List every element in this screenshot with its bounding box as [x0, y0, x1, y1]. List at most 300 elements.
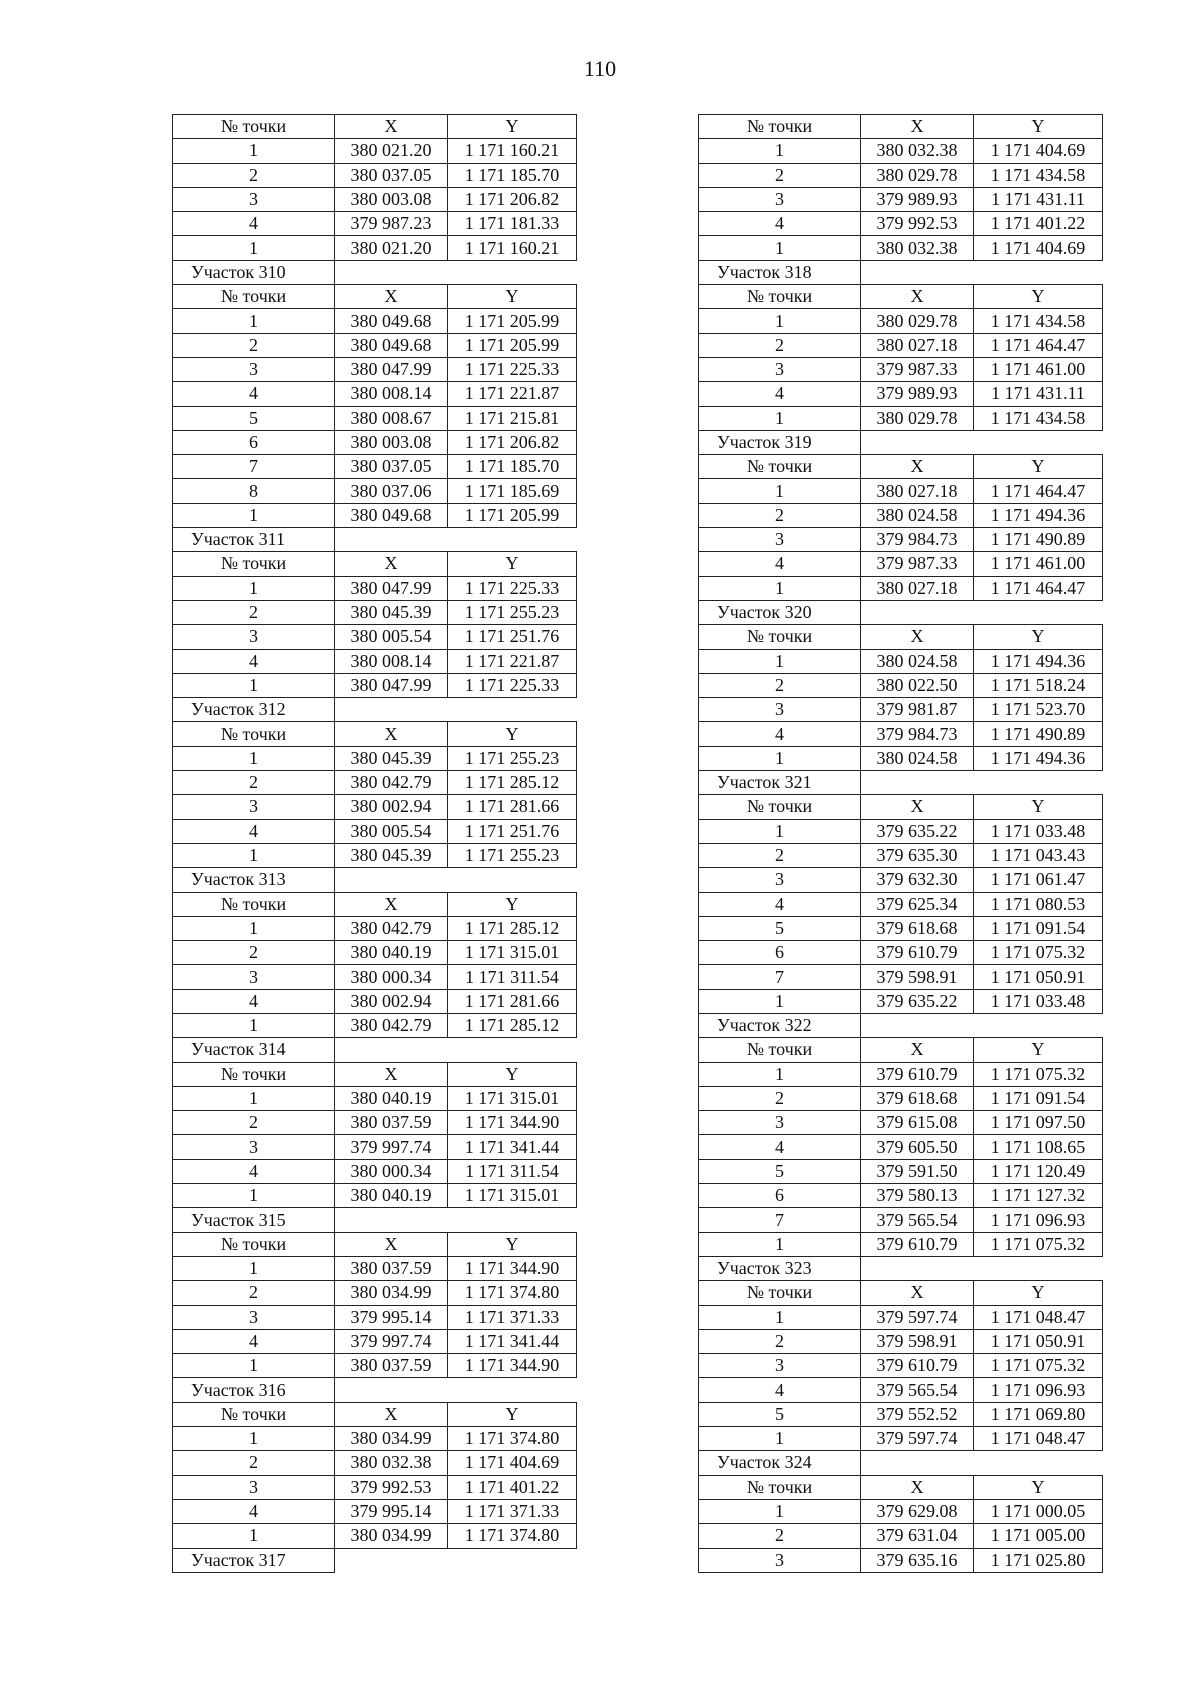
table-row	[173, 843, 577, 867]
y-value: 1 171 315.01	[448, 1184, 577, 1208]
y-value: 1 171 341.44	[448, 1135, 577, 1159]
y-value: 1 171 075.32	[974, 1062, 1103, 1086]
header-row	[173, 1232, 577, 1256]
section-title: Участок 324	[699, 1451, 861, 1475]
x-value: 380 008.14	[335, 382, 448, 406]
x-value: 380 029.78	[861, 163, 974, 187]
section-title: Участок 318	[699, 260, 861, 284]
x-value: 380 021.20	[335, 139, 448, 163]
table-row	[699, 212, 1103, 236]
point-number: 1	[699, 1427, 861, 1451]
header-y: Y	[974, 1281, 1103, 1305]
point-number: 4	[173, 989, 335, 1013]
header-point: № точки	[699, 1038, 861, 1062]
x-value: 380 034.99	[335, 1281, 448, 1305]
section-title: Участок 312	[173, 698, 335, 722]
header-y: Y	[974, 1038, 1103, 1062]
x-value: 380 045.39	[335, 600, 448, 624]
x-value: 380 027.18	[861, 333, 974, 357]
point-number: 1	[173, 1427, 335, 1451]
section-title: Участок 310	[173, 260, 335, 284]
y-value: 1 171 221.87	[448, 382, 577, 406]
x-value: 379 597.74	[861, 1427, 974, 1451]
section-title: Участок 319	[699, 430, 861, 454]
point-number: 2	[173, 333, 335, 357]
x-value: 380 037.59	[335, 1256, 448, 1280]
y-value: 1 171 127.32	[974, 1184, 1103, 1208]
x-value: 380 042.79	[335, 771, 448, 795]
x-value: 380 045.39	[335, 746, 448, 770]
table-row	[173, 1475, 577, 1499]
x-value: 380 008.14	[335, 649, 448, 673]
header-point: № точки	[699, 795, 861, 819]
header-y: Y	[974, 795, 1103, 819]
table-row	[173, 187, 577, 211]
header-x: X	[335, 1062, 448, 1086]
table-row	[173, 625, 577, 649]
table-row	[699, 649, 1103, 673]
header-point: № точки	[173, 892, 335, 916]
header-x: X	[335, 552, 448, 576]
point-number: 1	[173, 1524, 335, 1548]
header-x: X	[335, 722, 448, 746]
x-value: 380 003.08	[335, 187, 448, 211]
x-value: 379 565.54	[861, 1208, 974, 1232]
table-row	[699, 139, 1103, 163]
point-number: 7	[173, 455, 335, 479]
point-number: 2	[699, 673, 861, 697]
table-row	[699, 1524, 1103, 1548]
x-value: 380 024.58	[861, 503, 974, 527]
table-row	[699, 941, 1103, 965]
blank-cell	[861, 600, 974, 624]
table-row	[173, 941, 577, 965]
y-value: 1 171 494.36	[974, 746, 1103, 770]
table-row	[173, 212, 577, 236]
y-value: 1 171 374.80	[448, 1281, 577, 1305]
blank-cell	[448, 1208, 577, 1232]
blank-cell	[448, 260, 577, 284]
table-row	[173, 1354, 577, 1378]
page-number: 110	[583, 56, 617, 81]
y-value: 1 171 374.80	[448, 1427, 577, 1451]
x-value: 380 037.05	[335, 455, 448, 479]
x-value: 380 042.79	[335, 1013, 448, 1037]
blank-cell	[335, 1378, 448, 1402]
point-number: 8	[173, 479, 335, 503]
y-value: 1 171 097.50	[974, 1111, 1103, 1135]
y-value: 1 171 281.66	[448, 989, 577, 1013]
section-title-row	[699, 600, 1103, 624]
y-value: 1 171 461.00	[974, 552, 1103, 576]
table-row	[173, 916, 577, 940]
point-number: 5	[173, 406, 335, 430]
x-value: 379 610.79	[861, 1062, 974, 1086]
y-value: 1 171 048.47	[974, 1427, 1103, 1451]
y-value: 1 171 494.36	[974, 649, 1103, 673]
point-number: 6	[699, 1184, 861, 1208]
point-number: 5	[699, 1159, 861, 1183]
blank-cell	[335, 1208, 448, 1232]
right-column	[698, 114, 1103, 1573]
point-number: 2	[173, 771, 335, 795]
y-value: 1 171 205.99	[448, 309, 577, 333]
x-value: 380 008.67	[335, 406, 448, 430]
section-title: Участок 320	[699, 600, 861, 624]
x-value: 379 598.91	[861, 1329, 974, 1353]
point-number: 5	[699, 916, 861, 940]
y-value: 1 171 255.23	[448, 600, 577, 624]
table-row	[173, 1111, 577, 1135]
y-value: 1 171 160.21	[448, 236, 577, 260]
table-row	[699, 382, 1103, 406]
y-value: 1 171 311.54	[448, 965, 577, 989]
x-value: 379 635.22	[861, 819, 974, 843]
header-x: X	[335, 285, 448, 309]
point-number: 3	[699, 528, 861, 552]
x-value: 379 618.68	[861, 1086, 974, 1110]
table-row	[699, 1402, 1103, 1426]
header-y: Y	[448, 892, 577, 916]
y-value: 1 171 315.01	[448, 941, 577, 965]
point-number: 4	[173, 1499, 335, 1523]
table-row	[173, 1159, 577, 1183]
header-y: Y	[448, 285, 577, 309]
point-number: 4	[173, 649, 335, 673]
section-title-row	[699, 771, 1103, 795]
y-value: 1 171 033.48	[974, 819, 1103, 843]
y-value: 1 171 404.69	[448, 1451, 577, 1475]
point-number: 2	[699, 1086, 861, 1110]
x-value: 380 042.79	[335, 916, 448, 940]
table-row	[173, 746, 577, 770]
point-number: 2	[173, 941, 335, 965]
table-row	[699, 1548, 1103, 1572]
header-x: X	[335, 892, 448, 916]
point-number: 1	[699, 576, 861, 600]
table-row	[699, 1232, 1103, 1256]
y-value: 1 171 490.89	[974, 722, 1103, 746]
point-number: 1	[699, 1062, 861, 1086]
table-row	[699, 357, 1103, 381]
y-value: 1 171 025.80	[974, 1548, 1103, 1572]
point-number: 1	[699, 1232, 861, 1256]
y-value: 1 171 315.01	[448, 1086, 577, 1110]
point-number: 4	[699, 1135, 861, 1159]
header-y: Y	[448, 115, 577, 139]
point-number: 3	[699, 1111, 861, 1135]
header-x: X	[861, 795, 974, 819]
x-value: 379 635.22	[861, 989, 974, 1013]
header-row	[699, 285, 1103, 309]
header-x: X	[861, 1475, 974, 1499]
section-title-row	[699, 1451, 1103, 1475]
point-number: 4	[173, 1159, 335, 1183]
y-value: 1 171 285.12	[448, 916, 577, 940]
point-number: 3	[699, 1548, 861, 1572]
table-row	[699, 187, 1103, 211]
point-number: 2	[173, 163, 335, 187]
y-value: 1 171 185.70	[448, 455, 577, 479]
y-value: 1 171 225.33	[448, 673, 577, 697]
table-row	[173, 965, 577, 989]
y-value: 1 171 281.66	[448, 795, 577, 819]
header-x: X	[861, 455, 974, 479]
point-number: 1	[173, 139, 335, 163]
blank-cell	[448, 868, 577, 892]
blank-cell	[974, 430, 1103, 454]
point-number: 4	[699, 382, 861, 406]
blank-cell	[861, 260, 974, 284]
header-x: X	[335, 115, 448, 139]
blank-cell	[335, 1038, 448, 1062]
blank-cell	[335, 868, 448, 892]
y-value: 1 171 050.91	[974, 1329, 1103, 1353]
section-title-row	[173, 868, 577, 892]
header-row	[173, 722, 577, 746]
y-value: 1 171 518.24	[974, 673, 1103, 697]
x-value: 379 625.34	[861, 892, 974, 916]
point-number: 3	[173, 1475, 335, 1499]
header-y: Y	[974, 285, 1103, 309]
table-row	[699, 843, 1103, 867]
table-row	[173, 795, 577, 819]
point-number: 1	[173, 503, 335, 527]
x-value: 379 610.79	[861, 1232, 974, 1256]
y-value: 1 171 434.58	[974, 163, 1103, 187]
table-row	[699, 1086, 1103, 1110]
table-row	[699, 722, 1103, 746]
header-y: Y	[448, 722, 577, 746]
y-value: 1 171 371.33	[448, 1305, 577, 1329]
x-value: 380 047.99	[335, 357, 448, 381]
header-row	[173, 552, 577, 576]
point-number: 4	[699, 552, 861, 576]
point-number: 1	[173, 1354, 335, 1378]
point-number: 2	[699, 1524, 861, 1548]
blank-cell	[861, 1451, 974, 1475]
section-title-row	[699, 1256, 1103, 1280]
point-number: 2	[173, 1281, 335, 1305]
header-point: № точки	[699, 625, 861, 649]
y-value: 1 171 464.47	[974, 333, 1103, 357]
table-row	[699, 1427, 1103, 1451]
x-value: 379 987.33	[861, 552, 974, 576]
blank-cell	[448, 528, 577, 552]
point-number: 3	[699, 868, 861, 892]
x-value: 379 629.08	[861, 1499, 974, 1523]
point-number: 1	[699, 746, 861, 770]
x-value: 380 037.05	[335, 163, 448, 187]
header-y: Y	[448, 552, 577, 576]
header-point: № точки	[173, 1232, 335, 1256]
y-value: 1 171 225.33	[448, 576, 577, 600]
y-value: 1 171 069.80	[974, 1402, 1103, 1426]
table-row	[699, 1354, 1103, 1378]
x-value: 380 002.94	[335, 795, 448, 819]
y-value: 1 171 181.33	[448, 212, 577, 236]
x-value: 380 037.59	[335, 1111, 448, 1135]
x-value: 380 040.19	[335, 941, 448, 965]
blank-cell	[974, 1013, 1103, 1037]
header-y: Y	[448, 1232, 577, 1256]
x-value: 380 002.94	[335, 989, 448, 1013]
table-row	[173, 600, 577, 624]
x-value: 379 635.30	[861, 843, 974, 867]
point-number: 6	[699, 941, 861, 965]
table-row	[699, 503, 1103, 527]
point-number: 3	[699, 187, 861, 211]
y-value: 1 171 096.93	[974, 1208, 1103, 1232]
x-value: 379 987.23	[335, 212, 448, 236]
table-row	[699, 309, 1103, 333]
x-value: 380 037.59	[335, 1354, 448, 1378]
x-value: 379 984.73	[861, 528, 974, 552]
table-row	[173, 649, 577, 673]
header-y: Y	[974, 115, 1103, 139]
x-value: 379 989.93	[861, 382, 974, 406]
x-value: 380 049.68	[335, 309, 448, 333]
x-value: 380 034.99	[335, 1427, 448, 1451]
point-number: 2	[699, 333, 861, 357]
y-value: 1 171 464.47	[974, 479, 1103, 503]
x-value: 380 040.19	[335, 1086, 448, 1110]
table-row	[173, 1013, 577, 1037]
header-x: X	[861, 1281, 974, 1305]
y-value: 1 171 434.58	[974, 309, 1103, 333]
x-value: 379 987.33	[861, 357, 974, 381]
table-row	[173, 576, 577, 600]
table-row	[173, 1281, 577, 1305]
left-column	[172, 114, 577, 1573]
y-value: 1 171 075.32	[974, 941, 1103, 965]
point-number: 7	[699, 965, 861, 989]
y-value: 1 171 075.32	[974, 1354, 1103, 1378]
section-title: Участок 317	[173, 1548, 335, 1572]
point-number: 4	[699, 212, 861, 236]
table-row	[699, 819, 1103, 843]
x-value: 379 992.53	[335, 1475, 448, 1499]
blank-cell	[335, 260, 448, 284]
x-value: 379 997.74	[335, 1329, 448, 1353]
section-title: Участок 311	[173, 528, 335, 552]
y-value: 1 171 461.00	[974, 357, 1103, 381]
x-value: 379 981.87	[861, 698, 974, 722]
point-number: 7	[699, 1208, 861, 1232]
y-value: 1 171 215.81	[448, 406, 577, 430]
x-value: 380 034.99	[335, 1524, 448, 1548]
header-x: X	[335, 1232, 448, 1256]
point-number: 6	[173, 430, 335, 454]
header-row	[173, 892, 577, 916]
point-number: 2	[173, 1451, 335, 1475]
x-value: 379 631.04	[861, 1524, 974, 1548]
x-value: 380 021.20	[335, 236, 448, 260]
x-value: 380 049.68	[335, 333, 448, 357]
point-number: 1	[173, 1086, 335, 1110]
x-value: 380 047.99	[335, 576, 448, 600]
x-value: 380 037.06	[335, 479, 448, 503]
x-value: 380 049.68	[335, 503, 448, 527]
x-value: 380 005.54	[335, 819, 448, 843]
y-value: 1 171 523.70	[974, 698, 1103, 722]
point-number: 1	[699, 989, 861, 1013]
table-row	[173, 382, 577, 406]
point-number: 1	[699, 819, 861, 843]
x-value: 380 027.18	[861, 576, 974, 600]
table-row	[173, 455, 577, 479]
table-row	[173, 989, 577, 1013]
header-row	[699, 795, 1103, 819]
x-value: 379 992.53	[861, 212, 974, 236]
header-x: X	[861, 1038, 974, 1062]
table-row	[699, 333, 1103, 357]
table-row	[173, 1135, 577, 1159]
section-title: Участок 321	[699, 771, 861, 795]
point-number: 2	[173, 1111, 335, 1135]
point-number: 3	[173, 795, 335, 819]
point-number: 1	[699, 139, 861, 163]
y-value: 1 171 404.69	[974, 236, 1103, 260]
section-title: Участок 316	[173, 1378, 335, 1402]
table-row	[173, 1524, 577, 1548]
y-value: 1 171 120.49	[974, 1159, 1103, 1183]
y-value: 1 171 341.44	[448, 1329, 577, 1353]
table-row	[173, 673, 577, 697]
y-value: 1 171 005.00	[974, 1524, 1103, 1548]
section-title: Участок 323	[699, 1256, 861, 1280]
header-y: Y	[974, 1475, 1103, 1499]
header-point: № точки	[699, 455, 861, 479]
point-number: 3	[699, 698, 861, 722]
y-value: 1 171 494.36	[974, 503, 1103, 527]
x-value: 379 995.14	[335, 1305, 448, 1329]
section-title-row	[699, 260, 1103, 284]
header-point: № точки	[699, 285, 861, 309]
y-value: 1 171 185.69	[448, 479, 577, 503]
table-row	[699, 576, 1103, 600]
y-value: 1 171 108.65	[974, 1135, 1103, 1159]
table-row	[173, 1086, 577, 1110]
table-row	[699, 1329, 1103, 1353]
y-value: 1 171 401.22	[974, 212, 1103, 236]
blank-cell	[974, 600, 1103, 624]
table-row	[699, 746, 1103, 770]
table-row	[699, 1208, 1103, 1232]
table-row	[173, 771, 577, 795]
table-row	[173, 1184, 577, 1208]
table-row	[173, 1329, 577, 1353]
y-value: 1 171 401.22	[448, 1475, 577, 1499]
header-row	[173, 1402, 577, 1426]
blank-cell	[448, 1378, 577, 1402]
x-value: 380 032.38	[861, 236, 974, 260]
blank-cell	[335, 698, 448, 722]
point-number: 1	[173, 843, 335, 867]
section-title: Участок 313	[173, 868, 335, 892]
header-row	[173, 115, 577, 139]
x-value: 380 032.38	[335, 1451, 448, 1475]
blank-cell	[974, 260, 1103, 284]
blank-cell	[974, 771, 1103, 795]
point-number: 2	[173, 600, 335, 624]
y-value: 1 171 344.90	[448, 1111, 577, 1135]
x-value: 380 022.50	[861, 673, 974, 697]
x-value: 379 632.30	[861, 868, 974, 892]
point-number: 4	[173, 212, 335, 236]
header-row	[699, 455, 1103, 479]
point-number: 1	[173, 236, 335, 260]
